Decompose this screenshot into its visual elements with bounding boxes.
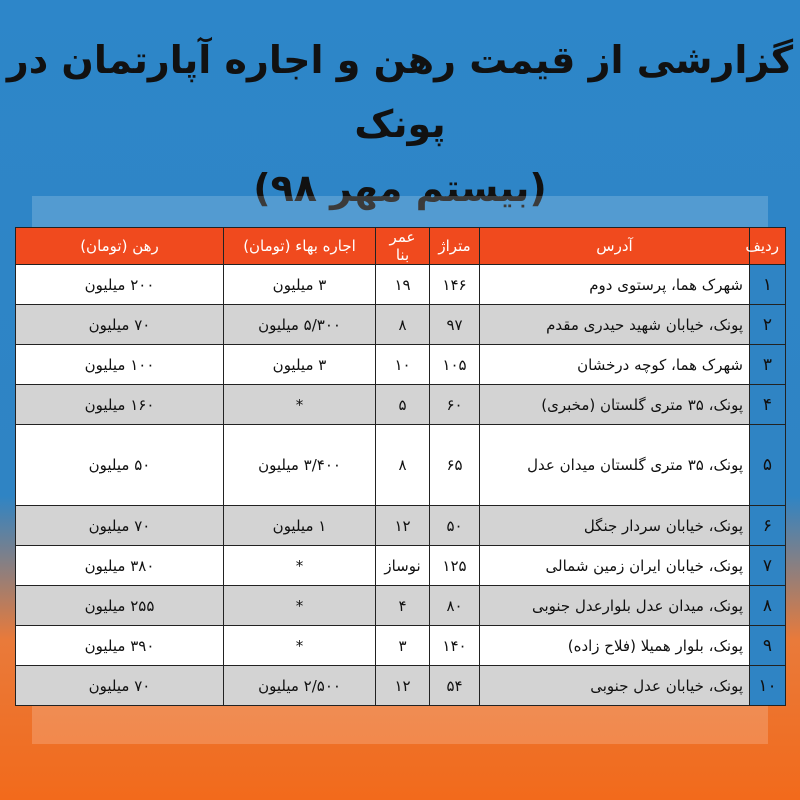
cell-idx: ۳ xyxy=(750,345,786,385)
cell-address: پونک، خیابان سردار جنگل xyxy=(480,506,750,546)
cell-deposit: ۳۸۰ میلیون xyxy=(16,546,224,586)
cell-address: پونک، میدان عدل بلوارعدل جنوبی xyxy=(480,586,750,626)
cell-rent: ۳ میلیون xyxy=(224,265,376,305)
cell-age: ۵ xyxy=(376,385,430,425)
cell-age: ۸ xyxy=(376,425,430,506)
cell-idx: ۴ xyxy=(750,385,786,425)
cell-age: نوساز xyxy=(376,546,430,586)
table-header-row xyxy=(16,228,786,265)
cell-deposit: ۱۰۰ میلیون xyxy=(16,345,224,385)
cell-area: ۶۵ xyxy=(430,425,480,506)
cell-area: ۶۰ xyxy=(430,385,480,425)
table-row xyxy=(16,506,786,546)
title-line-2: (بیستم مهر ۹۸) xyxy=(253,166,547,210)
cell-rent: ۳/۴۰۰ میلیون xyxy=(224,425,376,506)
table-row xyxy=(16,345,786,385)
cell-age: ۳ xyxy=(376,626,430,666)
page-title xyxy=(0,28,800,220)
table-row xyxy=(16,305,786,345)
header-rent: اجاره بهاء (تومان) xyxy=(224,228,376,265)
cell-deposit: ۲۰۰ میلیون xyxy=(16,265,224,305)
cell-age: ۴ xyxy=(376,586,430,626)
header-idx: ردیف xyxy=(750,228,786,265)
cell-deposit: ۷۰ میلیون xyxy=(16,506,224,546)
cell-area: ۱۰۵ xyxy=(430,345,480,385)
cell-age: ۱۲ xyxy=(376,506,430,546)
cell-rent: ۱ میلیون xyxy=(224,506,376,546)
cell-idx: ۱ xyxy=(750,265,786,305)
cell-rent: ۵/۳۰۰ میلیون xyxy=(224,305,376,345)
cell-address: پونک، ۳۵ متری گلستان میدان عدل xyxy=(480,425,750,506)
cell-area: ۱۲۵ xyxy=(430,546,480,586)
cell-area: ۸۰ xyxy=(430,586,480,626)
cell-area: ۱۴۰ xyxy=(430,626,480,666)
table-row xyxy=(16,425,786,506)
cell-address: پونک، خیابان عدل جنوبی xyxy=(480,666,750,706)
cell-age: ۸ xyxy=(376,305,430,345)
cell-deposit: ۷۰ میلیون xyxy=(16,305,224,345)
table-row xyxy=(16,586,786,626)
cell-address: پونک، ۳۵ متری گلستان (مخبری) xyxy=(480,385,750,425)
cell-rent: * xyxy=(224,626,376,666)
cell-rent: * xyxy=(224,385,376,425)
header-age: عمر بنا xyxy=(376,228,430,265)
cell-area: ۵۰ xyxy=(430,506,480,546)
cell-address: شهرک هما، پرستوی دوم xyxy=(480,265,750,305)
table-row xyxy=(16,666,786,706)
cell-age: ۱۹ xyxy=(376,265,430,305)
cell-deposit: ۳۹۰ میلیون xyxy=(16,626,224,666)
table-row xyxy=(16,626,786,666)
cell-area: ۹۷ xyxy=(430,305,480,345)
header-address: آدرس xyxy=(480,228,750,265)
cell-rent: ۳ میلیون xyxy=(224,345,376,385)
cell-age: ۱۰ xyxy=(376,345,430,385)
cell-deposit: ۷۰ میلیون xyxy=(16,666,224,706)
cell-address: شهرک هما، کوچه درخشان xyxy=(480,345,750,385)
cell-deposit: ۵۰ میلیون xyxy=(16,425,224,506)
table-row xyxy=(16,385,786,425)
price-table xyxy=(15,227,786,706)
cell-address: پونک، بلوار همیلا (فلاح زاده) xyxy=(480,626,750,666)
cell-rent: * xyxy=(224,586,376,626)
title-line-1: گزارشی از قیمت رهن و اجاره آپارتمان در پونک xyxy=(6,38,794,146)
cell-deposit: ۱۶۰ میلیون xyxy=(16,385,224,425)
cell-idx: ۷ xyxy=(750,546,786,586)
header-deposit: رهن (تومان) xyxy=(16,228,224,265)
table-row xyxy=(16,265,786,305)
cell-idx: ۶ xyxy=(750,506,786,546)
header-area: متراژ xyxy=(430,228,480,265)
cell-area: ۱۴۶ xyxy=(430,265,480,305)
table-row xyxy=(16,546,786,586)
cell-area: ۵۴ xyxy=(430,666,480,706)
cell-age: ۱۲ xyxy=(376,666,430,706)
cell-address: پونک، خیابان شهید حیدری مقدم xyxy=(480,305,750,345)
cell-idx: ۵ xyxy=(750,425,786,506)
cell-rent: ۲/۵۰۰ میلیون xyxy=(224,666,376,706)
cell-address: پونک، خیابان ایران زمین شمالی xyxy=(480,546,750,586)
cell-idx: ۸ xyxy=(750,586,786,626)
cell-idx: ۹ xyxy=(750,626,786,666)
cell-idx: ۱۰ xyxy=(750,666,786,706)
cell-idx: ۲ xyxy=(750,305,786,345)
cell-deposit: ۲۵۵ میلیون xyxy=(16,586,224,626)
cell-rent: * xyxy=(224,546,376,586)
